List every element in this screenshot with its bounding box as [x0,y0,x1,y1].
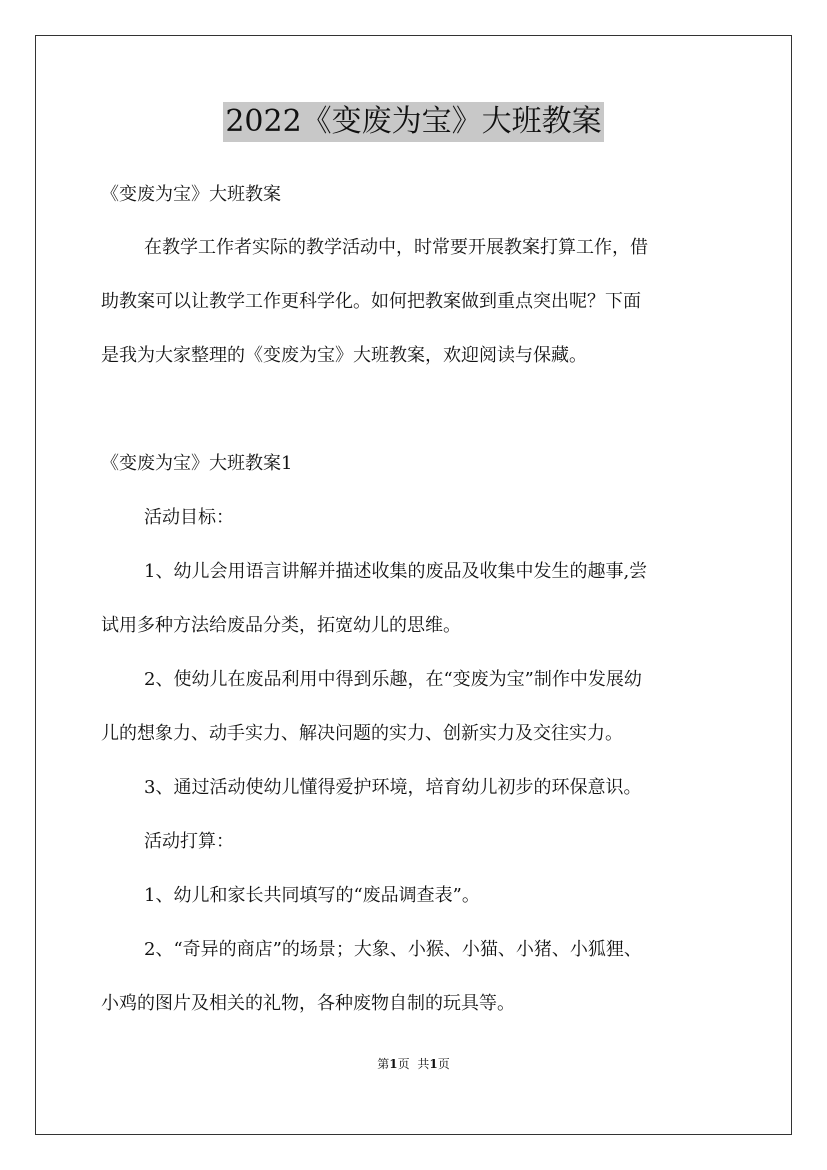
footer-total-number: 1 [429,1057,438,1071]
footer-page-prefix: 第 [377,1057,390,1071]
intro-line-3: 是我为大家整理的《变废为宝》大班教案，欢迎阅读与保藏。 [101,345,587,366]
goal-line-3: 2、使幼儿在废品利用中得到乐趣，在“变废为宝”制作中发展幼 [144,669,642,690]
goal-line-5: 3、通过活动使幼儿懂得爱护环境，培育幼儿初步的环保意识。 [144,777,642,798]
footer-page-number: 1 [389,1057,398,1071]
footer-total-prefix: 共 [417,1057,430,1071]
goal-line-1: 1、幼儿会用语言讲解并描述收集的废品及收集中发生的趣事,尝 [144,561,648,582]
footer-page-suffix: 页 [397,1057,410,1071]
page-footer [0,1056,827,1072]
intro-line-2: 助教案可以让教学工作更科学化。如何把教案做到重点突出呢？下面 [101,291,641,312]
goal-line-2: 试用多种方法给废品分类，拓宽幼儿的思维。 [101,615,461,636]
prep-heading: 活动打算： [144,831,234,852]
intro-line-1: 在教学工作者实际的教学活动中，时常要开展教案打算工作，借 [144,237,648,258]
document-title: 2022《变废为宝》大班教案 [223,102,603,142]
prep-line-3: 小鸡的图片及相关的礼物，各种废物自制的玩具等。 [101,993,515,1014]
subtitle: 《变废为宝》大班教案 [101,184,281,205]
prep-line-1: 1、幼儿和家长共同填写的“废品调查表”。 [144,885,480,906]
footer-total-suffix: 页 [437,1057,450,1071]
title-container [0,102,827,142]
section-heading: 《变废为宝》大班教案1 [101,453,293,474]
goals-heading: 活动目标： [144,507,234,528]
goal-line-4: 儿的想象力、动手实力、解决问题的实力、创新实力及交往实力。 [101,723,623,744]
prep-line-2: 2、“奇异的商店”的场景；大象、小猴、小猫、小猪、小狐狸、 [144,939,642,960]
